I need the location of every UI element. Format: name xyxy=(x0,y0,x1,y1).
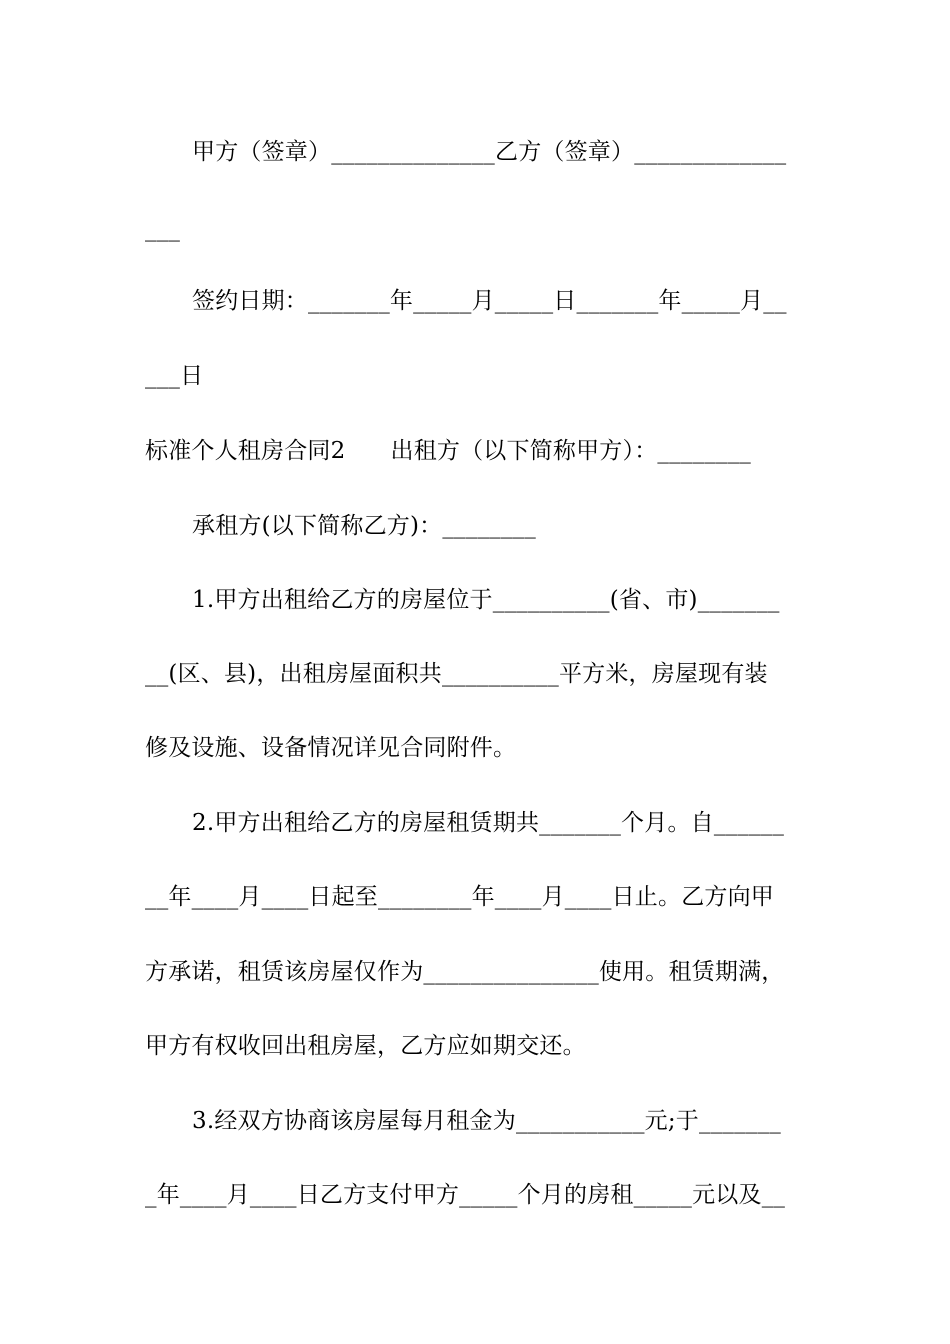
signing-date-line-continued: ___日 xyxy=(145,363,204,389)
clause-1-line-3: 修及设施、设备情况详见合同附件。 xyxy=(145,735,517,761)
contract-title-and-lessor: 标准个人租房合同2 出租方（以下简称甲方）：________ xyxy=(145,438,751,464)
clause-1-line-2: __(区、县)，出租房屋面积共__________平方米，房屋现有装 xyxy=(145,661,768,687)
clause-3-line-2: _年____月____日乙方支付甲方_____个月的房租_____元以及__ xyxy=(145,1182,786,1208)
clause-3-line-1: 3.经双方协商该房屋每月租金为___________元;于_______ xyxy=(192,1108,781,1134)
signature-line: 甲方（签章）______________乙方（签章）_____________ xyxy=(192,139,787,165)
clause-1-line-1: 1.甲方出租给乙方的房屋位于__________(省、市)_______ xyxy=(192,587,780,613)
clause-2-line-2: __年____月____日起至________年____月____日止。乙方向甲 xyxy=(145,884,774,910)
lessee-line: 承租方(以下简称乙方)：________ xyxy=(192,513,536,539)
clause-2-line-3: 方承诺，租赁该房屋仅作为_______________使用。租赁期满， xyxy=(145,959,785,985)
signature-line-continued: ___ xyxy=(145,216,181,242)
clause-2-line-4: 甲方有权收回出租房屋，乙方应如期交还。 xyxy=(145,1033,586,1059)
signing-date-line: 签约日期：_______年_____月_____日_______年_____月__ xyxy=(192,288,787,314)
clause-2-line-1: 2.甲方出租给乙方的房屋租赁期共_______个月。自______ xyxy=(192,810,785,836)
